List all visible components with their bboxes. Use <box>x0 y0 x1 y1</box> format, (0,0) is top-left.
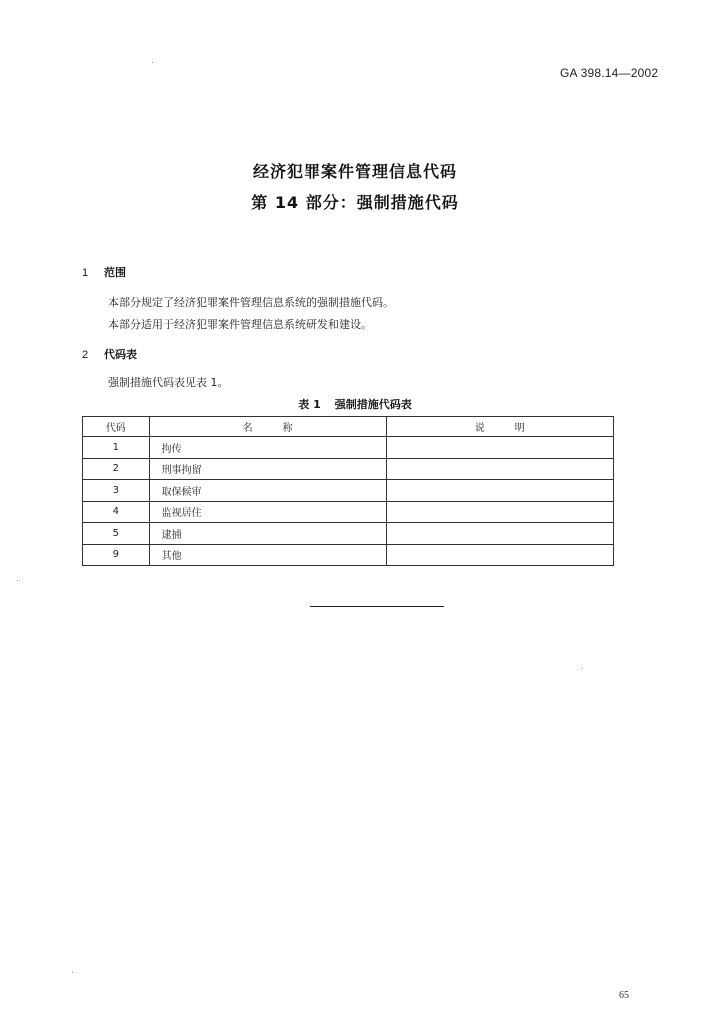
section-heading-scope <box>82 264 126 280</box>
code-cell: 2 <box>83 458 150 480</box>
header-code: 代码 <box>83 417 150 437</box>
description-cell <box>386 437 613 459</box>
name-cell: 取保候审 <box>149 480 386 502</box>
code-table-intro: 强制措施代码表见表 1。 <box>108 376 229 389</box>
document-title: 经济犯罪案件管理信息代码 <box>252 162 457 181</box>
section-heading-code-table <box>82 346 137 362</box>
table-row <box>83 437 614 459</box>
description-cell <box>386 523 613 545</box>
table-row <box>83 501 614 523</box>
page-number: 65 <box>619 990 629 1001</box>
code-cell: 3 <box>83 480 150 502</box>
table-row <box>83 458 614 480</box>
scope-paragraph: 本部分适用于经济犯罪案件管理信息系统研发和建设。 <box>108 318 372 331</box>
code-cell: 1 <box>83 437 150 459</box>
code-cell: 5 <box>83 523 150 545</box>
table-caption <box>0 396 710 412</box>
standard-number: GA 398.14—2002 <box>560 66 659 80</box>
description-cell <box>386 480 613 502</box>
description-cell <box>386 458 613 480</box>
scan-speck <box>17 580 18 581</box>
header-description: 说明 <box>386 417 613 437</box>
description-cell <box>386 501 613 523</box>
code-table <box>82 416 614 566</box>
name-cell: 逮捕 <box>149 523 386 545</box>
table-row <box>83 523 614 545</box>
end-rule <box>310 606 444 607</box>
code-cell: 4 <box>83 501 150 523</box>
scan-speck <box>152 62 153 63</box>
name-cell: 刑事拘留 <box>149 458 386 480</box>
scope-paragraph: 本部分规定了经济犯罪案件管理信息系统的强制措施代码。 <box>108 296 394 309</box>
code-cell: 9 <box>83 544 150 566</box>
section-title: 范围 <box>104 266 126 279</box>
scan-speck <box>72 972 73 973</box>
description-cell <box>386 544 613 566</box>
document-subtitle: 第 14 部分：强制措施代码 <box>251 193 459 212</box>
header-name: 名称 <box>149 417 386 437</box>
section-title: 代码表 <box>104 348 137 361</box>
name-cell: 拘传 <box>149 437 386 459</box>
name-cell: 其他 <box>149 544 386 566</box>
table-caption-title: 强制措施代码表 <box>334 398 412 411</box>
table-caption-number: 表 1 <box>298 398 321 411</box>
table-header-row <box>83 417 614 437</box>
table-row <box>83 544 614 566</box>
table-row <box>83 480 614 502</box>
scan-speck <box>582 668 583 669</box>
name-cell: 监视居住 <box>149 501 386 523</box>
section-number: 2 <box>82 349 89 361</box>
section-number: 1 <box>82 267 89 279</box>
